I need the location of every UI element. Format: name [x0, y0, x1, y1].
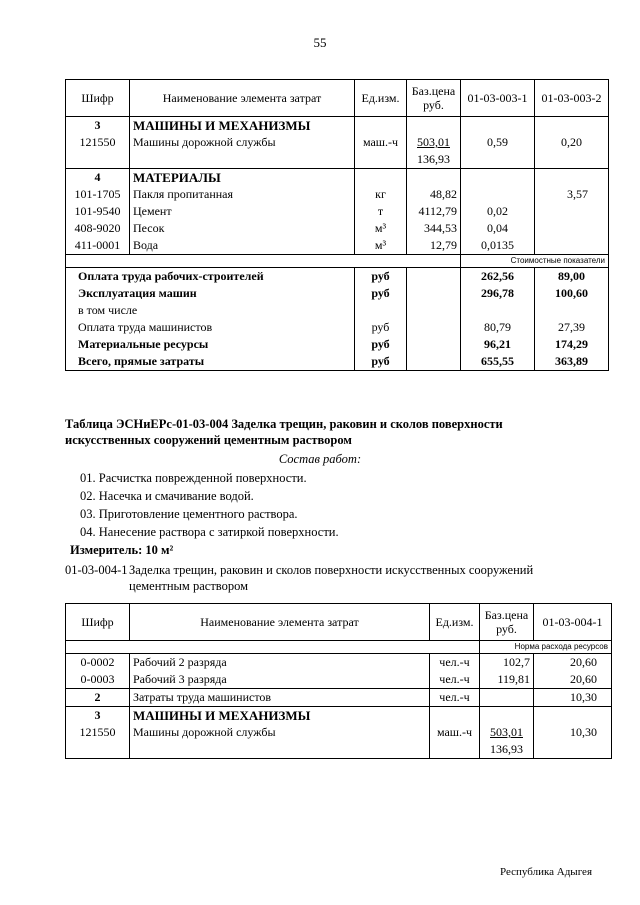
- measure-unit: Измеритель: 10 м²: [70, 543, 174, 557]
- row-value-2: 3,57: [535, 186, 609, 203]
- row-code: 121550: [66, 134, 130, 169]
- table-row: [66, 134, 609, 169]
- norm-code-number: 01-03-004-1: [65, 563, 128, 577]
- row-code: 0-0003: [66, 671, 130, 689]
- table-row: [66, 237, 609, 255]
- row-name: МАШИНЫ И МЕХАНИЗМЫ: [130, 117, 355, 135]
- row-value-1: 0,02: [461, 203, 535, 220]
- cost-value-2: 89,00: [535, 268, 609, 286]
- row-price: 48,82: [407, 186, 461, 203]
- row-price: 503,01 136,93: [407, 134, 461, 169]
- table-row: [66, 169, 609, 187]
- table-row: [66, 220, 609, 237]
- row-value-2: [535, 203, 609, 220]
- norm-header-row: [66, 641, 612, 654]
- cost-unit: руб: [355, 268, 407, 286]
- header-price: Баз.цена руб.: [480, 604, 534, 641]
- cost-value-2: 363,89: [535, 353, 609, 371]
- row-unit: м³: [355, 220, 407, 237]
- row-name: Затраты труда машинистов: [130, 689, 430, 707]
- table-header-row: [66, 604, 612, 641]
- row-price: 12,79: [407, 237, 461, 255]
- row-value-1: 0,0135: [461, 237, 535, 255]
- row-value-1: 20,60: [534, 654, 612, 672]
- cost-name: Оплата труда рабочих-строителей: [66, 268, 355, 286]
- row-name: Рабочий 3 разряда: [130, 671, 430, 689]
- cost-value-1: 655,55: [461, 353, 535, 371]
- row-code: 2: [66, 689, 130, 707]
- row-name: Пакля пропитанная: [130, 186, 355, 203]
- row-name: Песок: [130, 220, 355, 237]
- row-value-1: 10,30: [534, 689, 612, 707]
- row-value-1: [461, 186, 535, 203]
- header-name: Наименование элемента затрат: [130, 80, 355, 117]
- cost-row: [66, 319, 609, 336]
- resource-table-1: [65, 79, 609, 371]
- table-row: [66, 724, 612, 759]
- table-row: [66, 654, 612, 672]
- cost-value-2: 174,29: [535, 336, 609, 353]
- row-value-1: 0,59: [461, 134, 535, 169]
- page-number: 55: [313, 35, 327, 50]
- row-value-1: 20,60: [534, 671, 612, 689]
- cost-name: Материальные ресурсы: [66, 336, 355, 353]
- row-value-2: [535, 220, 609, 237]
- row-value-1: 10,30: [534, 724, 612, 759]
- table-row: [66, 186, 609, 203]
- footer-region: Республика Адыгея: [500, 866, 593, 878]
- cost-header: Стоимостные показатели: [461, 255, 609, 268]
- cost-row: [66, 302, 609, 319]
- row-code: 3: [66, 707, 130, 725]
- row-code: 411-0001: [66, 237, 130, 255]
- cost-unit: руб: [355, 319, 407, 336]
- row-code: 408-9020: [66, 220, 130, 237]
- cost-value-1: 296,78: [461, 285, 535, 302]
- work-step: 02. Насечка и смачивание водой.: [80, 489, 254, 503]
- table-header-row: [66, 80, 609, 117]
- cost-row: [66, 285, 609, 302]
- cost-name: Оплата труда машинистов: [66, 319, 355, 336]
- cost-unit: руб: [355, 285, 407, 302]
- cost-value-2: 27,39: [535, 319, 609, 336]
- row-unit: чел.-ч: [430, 689, 480, 707]
- header-col2: 01-03-003-2: [535, 80, 609, 117]
- table-row: [66, 707, 612, 725]
- row-name: Рабочий 2 разряда: [130, 654, 430, 672]
- row-unit: кг: [355, 186, 407, 203]
- row-code: 4: [66, 169, 130, 187]
- header-col1: 01-03-003-1: [461, 80, 535, 117]
- cost-name: Всего, прямые затраты: [66, 353, 355, 371]
- row-name: Вода: [130, 237, 355, 255]
- work-step: 01. Расчистка поврежденной поверхности.: [80, 471, 307, 485]
- cost-row: [66, 353, 609, 371]
- row-name: Цемент: [130, 203, 355, 220]
- row-price: 503,01 136,93: [480, 724, 534, 759]
- cost-name: в том числе: [66, 302, 355, 319]
- row-price: 102,7: [480, 654, 534, 672]
- row-unit: чел.-ч: [430, 671, 480, 689]
- cost-name: Эксплуатация машин: [66, 285, 355, 302]
- row-price: 119,81: [480, 671, 534, 689]
- table-row: [66, 671, 612, 689]
- header-unit: Ед.изм.: [355, 80, 407, 117]
- row-price: 344,53: [407, 220, 461, 237]
- row-price: [480, 689, 534, 707]
- resource-table-2: [65, 603, 612, 759]
- header-price: Баз.цена руб.: [407, 80, 461, 117]
- section-title: Таблица ЭСНиЕРс-01-03-004 Заделка трещин, раковин и сколов поверхности искусственных сооружений цементным раствором: [65, 417, 503, 447]
- cost-value-1: 262,56: [461, 268, 535, 286]
- row-unit: маш.-ч: [355, 134, 407, 169]
- work-step: 03. Приготовление цементного раствора.: [80, 507, 298, 521]
- row-unit: маш.-ч: [430, 724, 480, 759]
- cost-value-1: 80,79: [461, 319, 535, 336]
- header-name: Наименование элемента затрат: [130, 604, 430, 641]
- norm-header: Норма расхода ресурсов: [480, 641, 612, 654]
- row-name: Машины дорожной службы: [130, 134, 355, 169]
- norm-code-block: [65, 562, 585, 594]
- row-name: МАТЕРИАЛЫ: [130, 169, 355, 187]
- row-price: 4112,79: [407, 203, 461, 220]
- table-row: [66, 117, 609, 135]
- row-code: 101-1705: [66, 186, 130, 203]
- work-step: 04. Нанесение раствора с затиркой поверхности.: [80, 525, 339, 539]
- header-code: Шифр: [66, 604, 130, 641]
- cost-value-1: 96,21: [461, 336, 535, 353]
- row-unit: чел.-ч: [430, 654, 480, 672]
- cost-row: [66, 268, 609, 286]
- row-code: 101-9540: [66, 203, 130, 220]
- composition-heading: Состав работ:: [278, 452, 362, 466]
- row-name: МАШИНЫ И МЕХАНИЗМЫ: [130, 707, 430, 725]
- row-unit: т: [355, 203, 407, 220]
- header-col1: 01-03-004-1: [534, 604, 612, 641]
- row-code: 3: [66, 117, 130, 135]
- row-value-2: 0,20: [535, 134, 609, 169]
- row-value-1: 0,04: [461, 220, 535, 237]
- row-unit: м³: [355, 237, 407, 255]
- table-row: [66, 203, 609, 220]
- cost-unit: руб: [355, 336, 407, 353]
- row-value-2: [535, 237, 609, 255]
- header-unit: Ед.изм.: [430, 604, 480, 641]
- cost-unit: руб: [355, 353, 407, 371]
- norm-code-text: Заделка трещин, раковин и сколов поверхности искусственных сооружений цементным раствором: [129, 563, 534, 593]
- row-code: 121550: [66, 724, 130, 759]
- cost-row: [66, 336, 609, 353]
- row-name: Машины дорожной службы: [130, 724, 430, 759]
- header-code: Шифр: [66, 80, 130, 117]
- cost-value-2: 100,60: [535, 285, 609, 302]
- row-code: 0-0002: [66, 654, 130, 672]
- table-row: [66, 689, 612, 707]
- cost-header-row: [66, 255, 609, 268]
